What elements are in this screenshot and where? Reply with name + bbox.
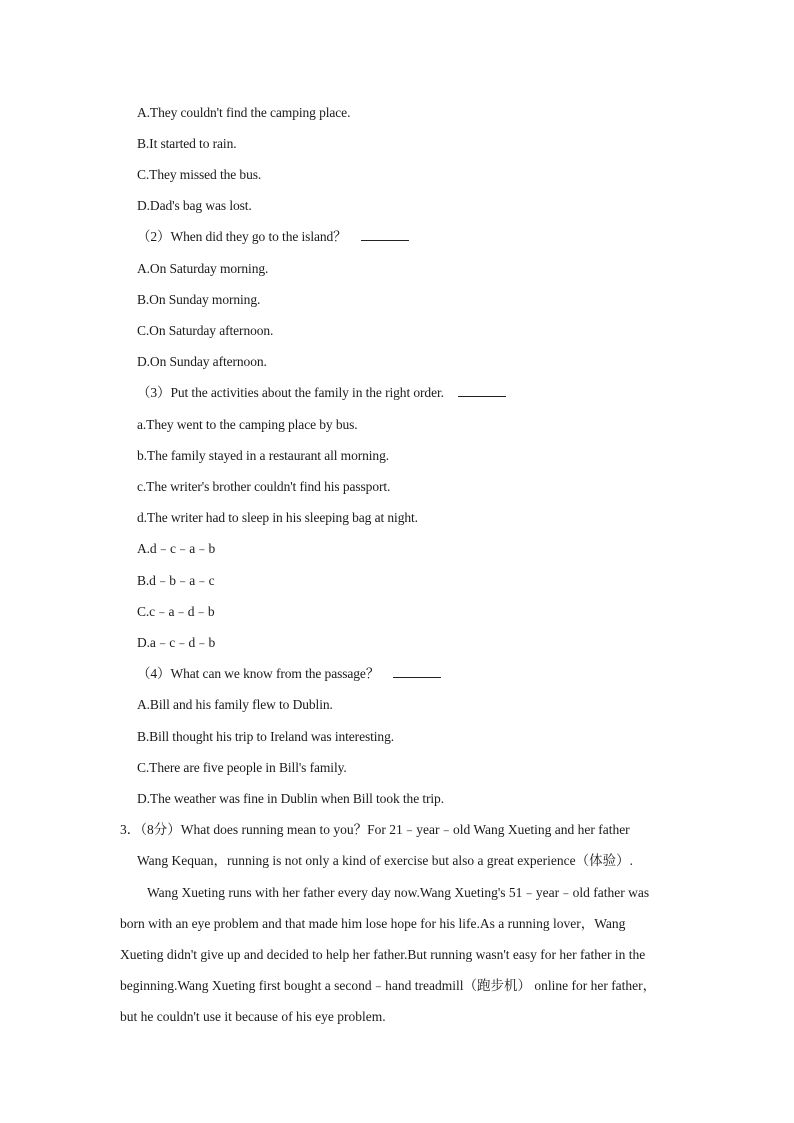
section3-number: 3．（8分） — [120, 822, 181, 837]
q3-option-c: C.c﹣a﹣d﹣b — [137, 604, 215, 619]
q3-answer-blank[interactable] — [458, 384, 506, 397]
section3-intro-line1: What does running mean to you？For 21﹣year﹣old Wang Xueting and her father — [180, 822, 630, 837]
section3-intro-line2: Wang Kequan，running is not only a kind of exercise but also a great experience（体验）. — [137, 853, 634, 868]
q4-prompt: （4）What can we know from the passage？ — [137, 666, 380, 681]
q2-option-b: B.On Sunday morning. — [137, 292, 261, 307]
q2-prompt-line — [137, 228, 409, 246]
section3-para-line-5: but he couldn't use it because of his eye problem. — [120, 1009, 386, 1024]
q3-statement-d: d.The writer had to sleep in his sleeping bag at night. — [137, 510, 418, 525]
q3-statement-b: b.The family stayed in a restaurant all morning. — [137, 448, 389, 463]
q4-option-c: C.There are five people in Bill's family. — [137, 760, 347, 775]
section3-para-line-4: beginning.Wang Xueting first bought a second﹣hand treadmill（跑步机） online for her father， — [120, 978, 657, 993]
q2-prompt: （2）When did they go to the island？ — [137, 229, 347, 244]
section3-para-line-1: Wang Xueting runs with her father every day now.Wang Xueting's 51﹣year﹣old father was — [147, 885, 650, 900]
q1-option-b: B.It started to rain. — [137, 136, 237, 151]
q3-statement-a: a.They went to the camping place by bus. — [137, 417, 358, 432]
q2-option-d: D.On Sunday afternoon. — [137, 354, 267, 369]
q3-option-a: A.d﹣c﹣a﹣b — [137, 541, 216, 556]
q3-prompt: （3）Put the activities about the family in the right order. — [137, 385, 444, 400]
q2-answer-blank[interactable] — [361, 228, 409, 241]
q4-option-b: B.Bill thought his trip to Ireland was interesting. — [137, 729, 394, 744]
q4-answer-blank[interactable] — [393, 665, 441, 678]
q2-option-a: A.On Saturday morning. — [137, 261, 269, 276]
q3-statement-c: c.The writer's brother couldn't find his passport. — [137, 479, 391, 494]
q3-option-d: D.a﹣c﹣d﹣b — [137, 635, 216, 650]
q3-option-b: B.d﹣b﹣a﹣c — [137, 573, 215, 588]
q1-option-c: C.They missed the bus. — [137, 167, 262, 182]
q1-option-a: A.They couldn't find the camping place. — [137, 105, 351, 120]
q4-option-d: D.The weather was fine in Dublin when Bill took the trip. — [137, 791, 444, 806]
q4-prompt-line — [137, 665, 441, 683]
q4-option-a: A.Bill and his family flew to Dublin. — [137, 697, 333, 712]
q1-option-d: D.Dad's bag was lost. — [137, 198, 252, 213]
q2-option-c: C.On Saturday afternoon. — [137, 323, 274, 338]
q3-prompt-line — [137, 384, 506, 402]
section3-para-line-3: Xueting didn't give up and decided to help her father.But running wasn't easy for her father in the — [120, 947, 646, 962]
section3-para-line-2: born with an eye problem and that made him lose hope for his life.As a running lover，Wang — [120, 916, 626, 931]
section3-heading-line — [120, 821, 630, 839]
